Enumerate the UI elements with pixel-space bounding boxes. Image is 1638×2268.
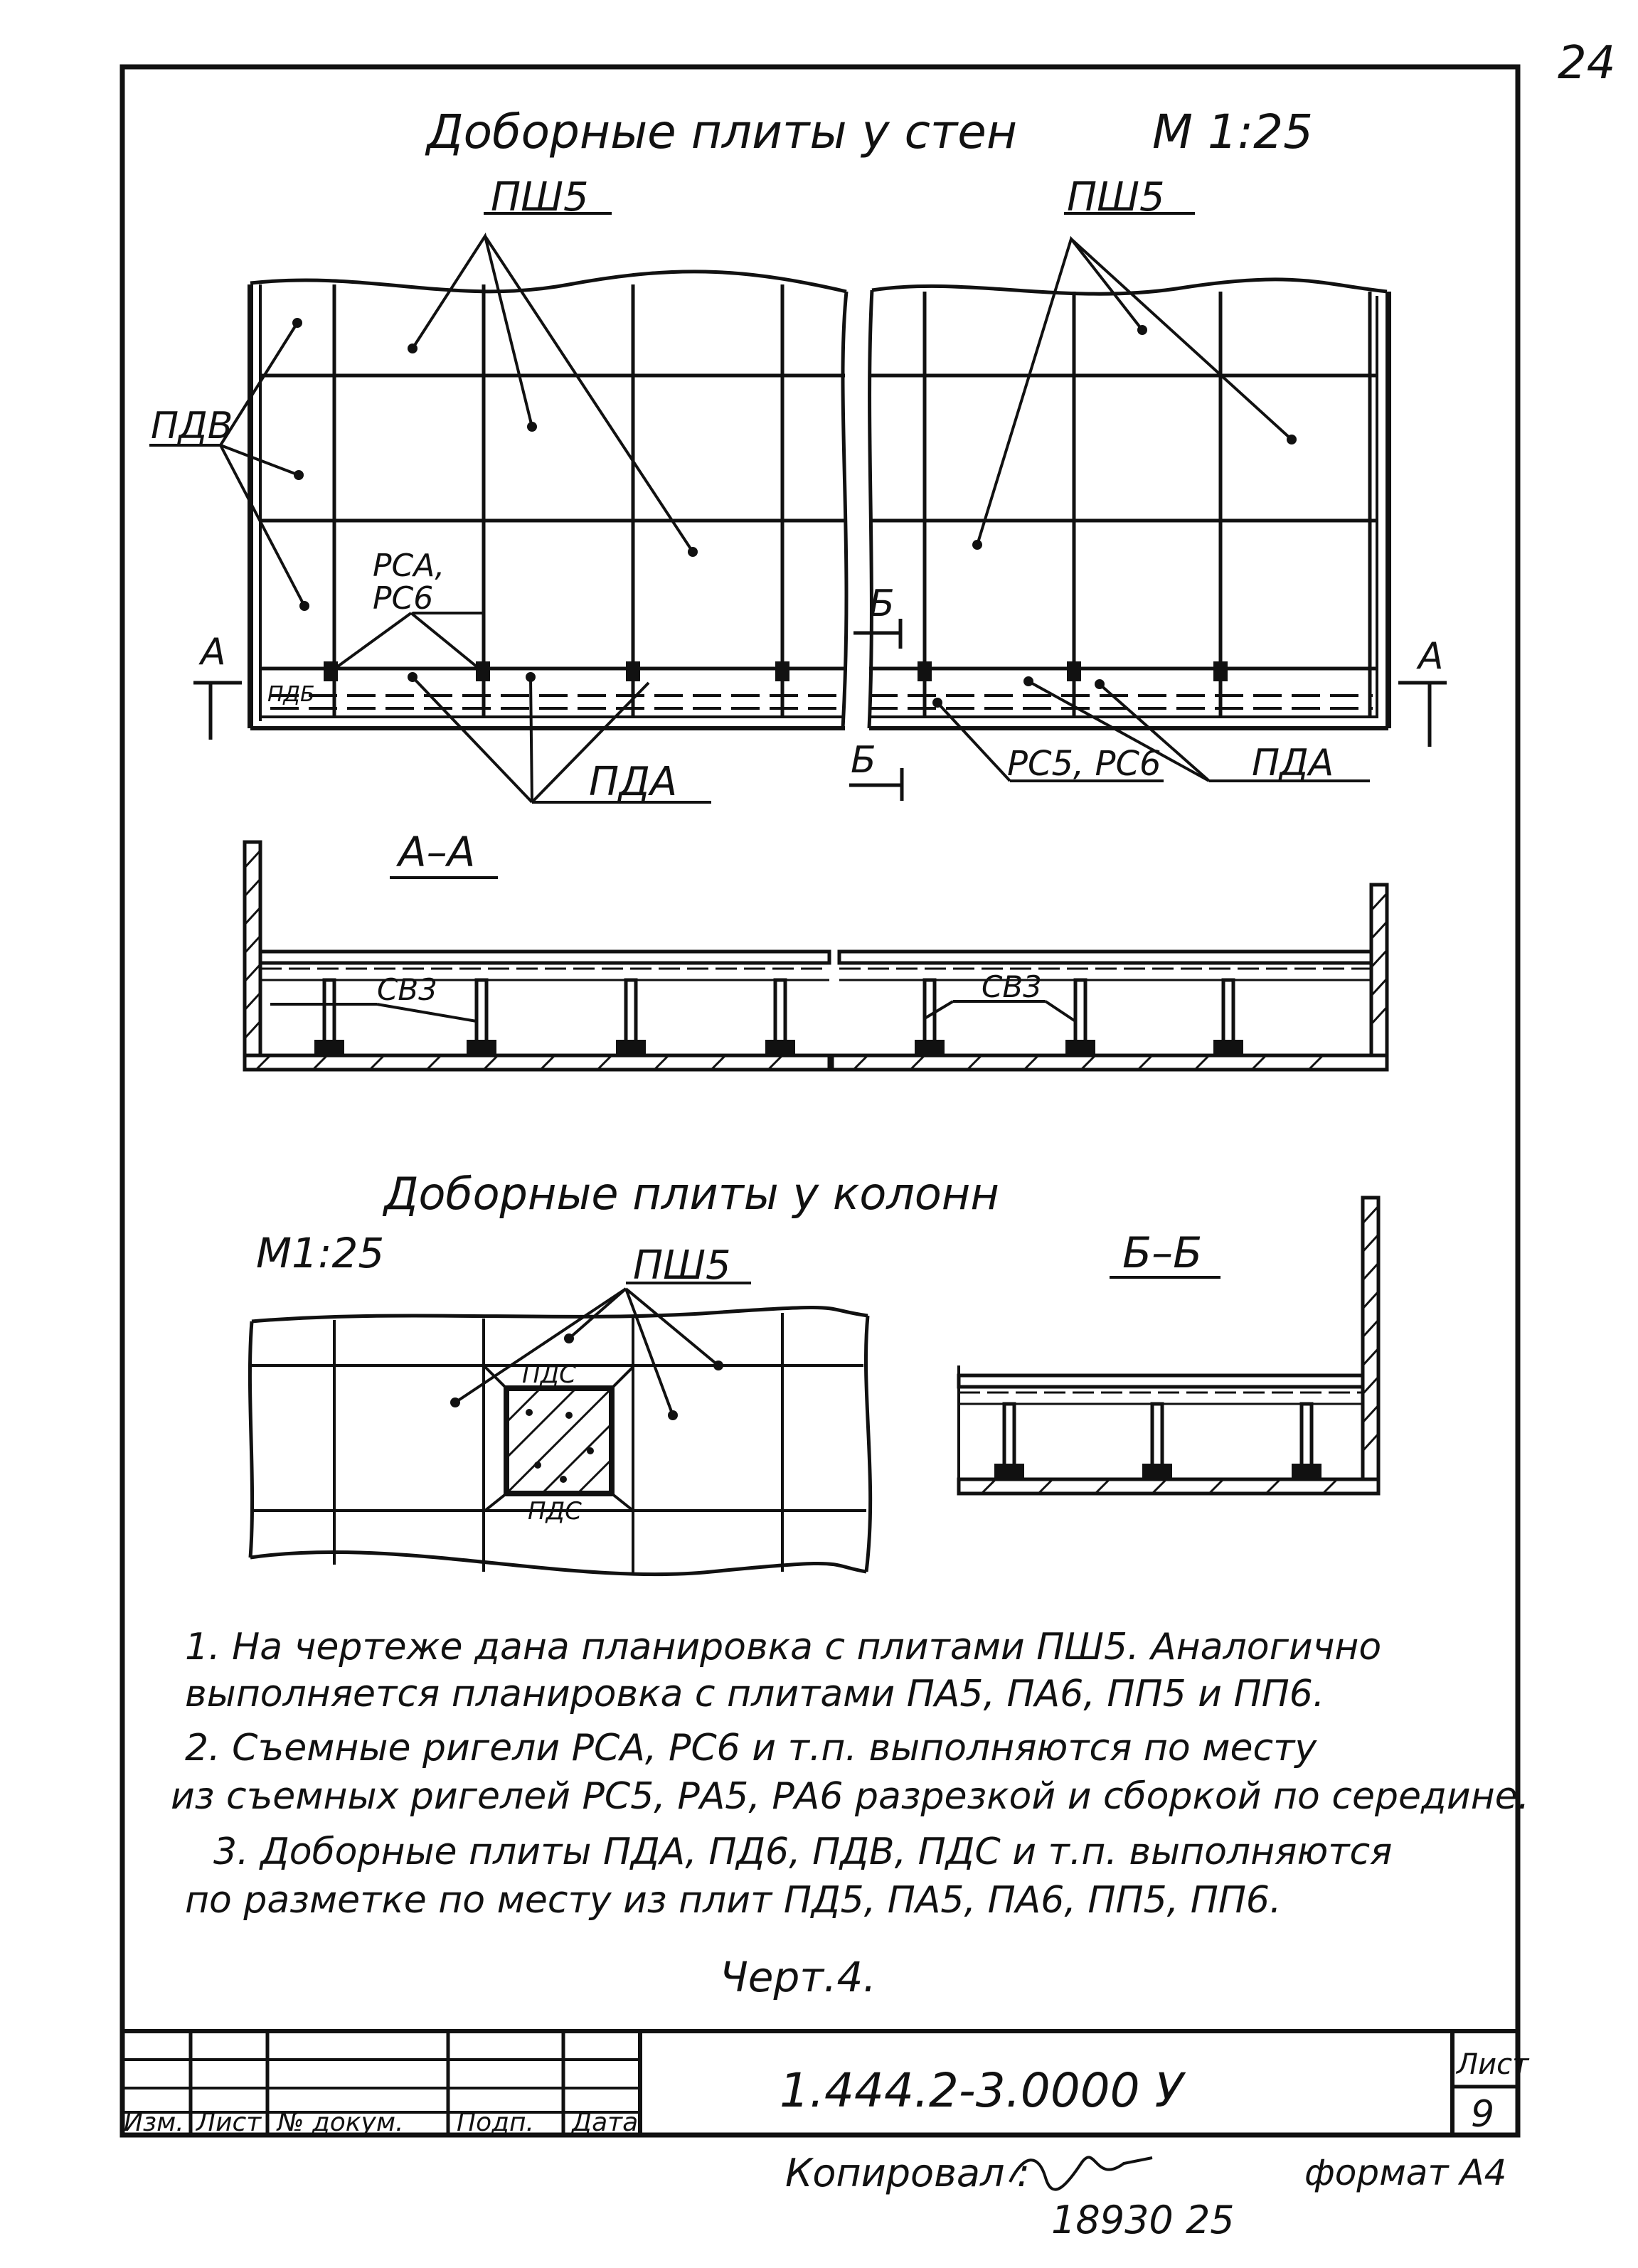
note-line-1: 1. На чертеже дана планировка с плитами ПШ5. Аналогично	[185, 1626, 1382, 1668]
sheet-number: 9	[1471, 2093, 1495, 2136]
column-plan	[250, 1289, 870, 1575]
section-a-left: А	[201, 631, 226, 674]
label-rs5-rs6: РС5, РС6	[1007, 744, 1161, 784]
title-col-list: Лист	[196, 2108, 262, 2137]
plan-left	[220, 236, 846, 802]
section-b-top: Б	[869, 582, 895, 625]
label-psh5-left: ПШ5	[491, 174, 589, 220]
top-scale: М 1:25	[1152, 105, 1314, 159]
document-code: 1.444.2-3.0000 У	[780, 2063, 1184, 2118]
section-a-right: А	[1418, 635, 1444, 678]
label-rs6: РС6	[373, 580, 434, 617]
label-sv3-right: СВ3	[982, 969, 1042, 1004]
bottom-title: Доборные плиты у колонн	[384, 1168, 999, 1220]
title-col-doc: № докум.	[277, 2108, 404, 2137]
label-pda-left: ПДА	[589, 759, 678, 805]
label-pdb: ПДБ	[267, 682, 315, 707]
plan-right	[869, 239, 1388, 781]
drawing-caption: Черт.4.	[720, 1953, 876, 2001]
label-pdc-bottom: ПДС	[528, 1497, 582, 1526]
section-bb-title: Б–Б	[1122, 1228, 1203, 1278]
format-label: формат А4	[1304, 2152, 1507, 2193]
title-col-sign: Подп.	[457, 2108, 534, 2137]
section-aa-right	[832, 885, 1387, 1070]
label-psh5-right: ПШ5	[1067, 174, 1165, 220]
note-line-6: по разметке по месту из плит ПД5, ПА5, ПА6, ПП5, ПП6.	[185, 1879, 1282, 1922]
archive-number: 18930 25	[1051, 2198, 1235, 2242]
title-col-date: Дата	[572, 2108, 639, 2137]
note-line-5: 3. Доборные плиты ПДА, ПД6, ПДВ, ПДС и т.п. выполняются	[213, 1831, 1393, 1873]
sheet-number-top: 24	[1558, 37, 1616, 90]
label-sv3-left: СВ3	[377, 972, 437, 1007]
note-line-3: 2. Съемные ригели РСА, РС6 и т.п. выполняются по месту	[185, 1727, 1317, 1769]
copied-by-signature	[1010, 2157, 1152, 2189]
label-pdc-top: ПДС	[522, 1361, 576, 1389]
bottom-scale: М1:25	[256, 1229, 385, 1277]
note-line-4: из съемных ригелей РС5, РА5, РА6 разрезкой и сборкой по середине.	[171, 1775, 1530, 1818]
top-title: Доборные плиты у стен	[427, 105, 1018, 159]
label-pda-right: ПДА	[1252, 742, 1334, 784]
sheet-label: Лист	[1457, 2048, 1529, 2081]
label-psh5-bottom: ПШ5	[633, 1242, 731, 1289]
copied-by: Копировал :	[785, 2151, 1030, 2195]
label-pdv: ПДВ	[151, 405, 233, 447]
label-rsa: РСА,	[373, 548, 445, 584]
note-line-2: выполняется планировка с плитами ПА5, ПА6, ПП5 и ПП6.	[185, 1673, 1325, 1715]
section-b-bottom: Б	[851, 739, 876, 782]
section-aa-title: А–А	[398, 828, 476, 876]
title-col-izm: Изм.	[124, 2108, 184, 2137]
section-aa-left	[245, 842, 829, 1070]
